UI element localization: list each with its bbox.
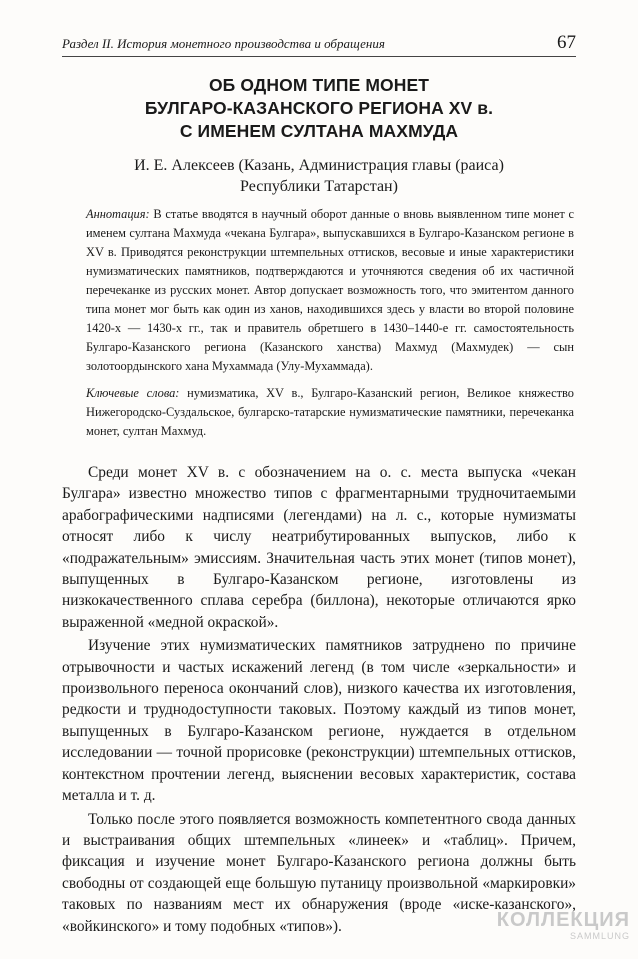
author-line-1: И. Е. Алексеев (Казань, Администрация главы (раиса) xyxy=(134,157,504,174)
author-affiliation xyxy=(62,155,576,197)
title-line-3: С ИМЕНЕМ СУЛТАНА МАХМУДА xyxy=(179,121,459,141)
author-line-2: Республики Татарстан) xyxy=(240,178,398,195)
body-paragraph-3: Только после этого появляется возможность компетентного свода данных и выстраивания общих штемпельных «линеек» и «таблиц». Причем, фиксация и изучение монет Булгаро-Казанского региона должны быть свободны от создающей еще большую путаницу произвольной «маркировки» таковых по названиям мест их обнаружения (вроде «иске-казанского», «войкинского» и тому подобных «типов»). xyxy=(62,810,576,935)
running-header xyxy=(62,30,576,57)
keywords-text: нумизматика, XV в., Булгаро-Казанский регион, Великое княжество Нижегородско-Суздальское, булгарско-татарские нумизматические памятники, перечеканка монет, султан Махмуд. xyxy=(86,386,574,438)
page-number: 67 xyxy=(557,32,576,53)
abstract-block xyxy=(86,205,574,441)
body-paragraph-1: Среди монет XV в. с обозначением на о. с. места выпуска «чекан Булгара» известно множество типов с фрагментарными трудночитаемыми арабографическими надписями (легендами) на л. с., которые нумизматы относят либо к числу неатрибутированных выпусков, либо к «подражательным» эмиссиям. Значительная часть этих монет (типов монет), выпущенных в Булгаро-Казанском регионе, изготовлены из низкокачественного сплава серебра (биллона), некоторые отличаются ярко выраженной «медной окраской». xyxy=(62,464,576,631)
keywords xyxy=(86,384,574,441)
keywords-label: Ключевые слова: xyxy=(86,386,180,400)
abstract xyxy=(86,205,574,376)
article-body xyxy=(62,462,576,937)
article-title xyxy=(62,74,576,143)
watermark-logo xyxy=(490,909,630,947)
section-title: Раздел II. История монетного производства и обращения xyxy=(62,36,385,51)
abstract-label: Аннотация: xyxy=(86,207,150,221)
watermark-main: КОЛЛЕКЦИЯ xyxy=(496,909,630,931)
watermark-sub: SAMMLUNG xyxy=(569,931,630,941)
abstract-text: В статье вводятся в научный оборот данные о вновь выявленном типе монет с именем султана Махмуда «чекана Булгара», выпускавшихся в Булгаро-Казанском регионе в XV в. Приводятся реконструкции штемпельных оттисков, весовые и иные характеристики нумизматических памятников, подтверждаются и уточняются сведения об их частичной перечеканке из русских монет. Автор допускает возможность того, что эмитентом данного типа монет мог быть как один из ханов, находившихся здесь у власти во второй половине 1420-х — 1430-х гг., так и правитель обретшего в 1430–1440-е гг. самостоятельность Булгаро-Казанского региона (Казанского ханства) Махмуд (Махмудек) — сын золотоордынского хана Мухаммада (Улу-Мухаммада). xyxy=(86,207,574,373)
body-paragraph-2: Изучение этих нумизматических памятников затруднено по причине отрывочности и частых искажений легенд (в том числе «зеркальности» и произвольного переноса окончаний слов), низкого качества их изготовления, редкости и труднодоступности таковых. Поэтому каждый из типов монет, выпущенных в Булгаро-Казанском регионе, нуждается в отдельном исследовании — точной прорисовке (реконструкции) штемпельных оттисков, контекстном прочтении легенд, выяснении весовых характеристик, состава металла и т. д. xyxy=(62,637,576,805)
title-line-2: БУЛГАРО-КАЗАНСКОГО РЕГИОНА XV в. xyxy=(144,98,494,118)
title-line-1: ОБ ОДНОМ ТИПЕ МОНЕТ xyxy=(208,75,430,95)
